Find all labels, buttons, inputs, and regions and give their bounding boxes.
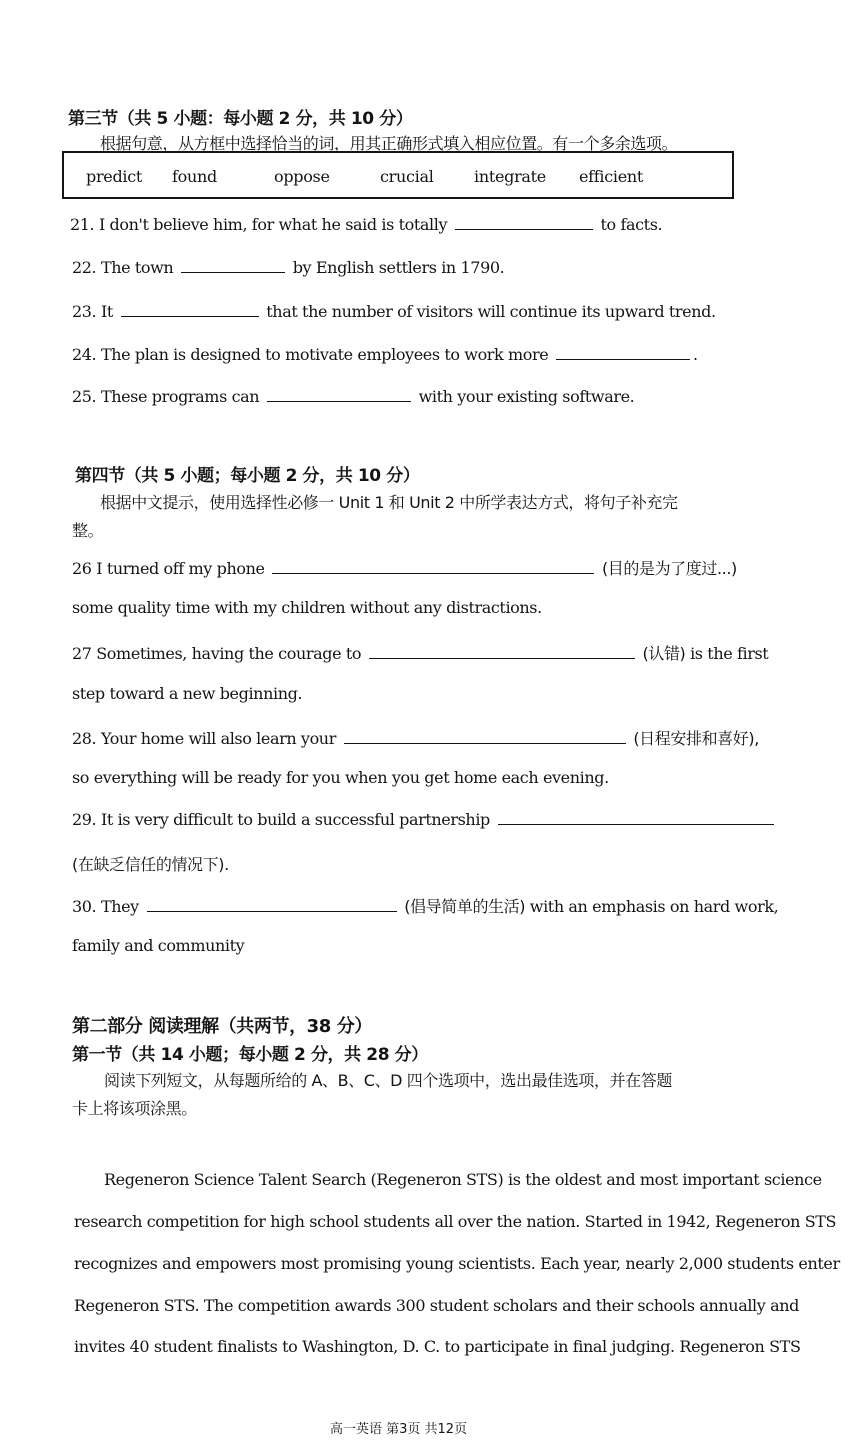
question-text: I don't believe him, for what he said is totally <box>98 215 448 234</box>
answer-blank[interactable] <box>344 729 626 744</box>
question-number: 23. <box>72 302 97 321</box>
word-option: oppose <box>274 167 330 186</box>
question-29 <box>72 810 777 829</box>
passage-line: research competition for high school students all over the nation. Started in 1942, Regeneron STS <box>74 1212 837 1231</box>
answer-blank[interactable] <box>181 258 285 273</box>
passage-line: Regeneron Science Talent Search (Regeneron STS) is the oldest and most important science <box>104 1170 822 1189</box>
answer-blank[interactable] <box>121 302 259 317</box>
chinese-hint: (倡导简单的生活) <box>404 897 526 916</box>
question-text: with an emphasis on hard work, <box>529 897 779 916</box>
section4-title: 第四节（共 5 小题；每小题 2 分，共 10 分） <box>75 466 420 486</box>
question-number: 30. <box>72 897 97 916</box>
question-number: 26 <box>72 559 92 578</box>
part2-title: 第二部分 阅读理解（共两节，38 分） <box>72 1016 372 1037</box>
question-text: is the first <box>690 644 769 663</box>
word-option: integrate <box>474 167 546 186</box>
question-text: with your existing software. <box>418 387 635 406</box>
question-number: 22. <box>72 258 97 277</box>
question-27 <box>72 641 768 664</box>
word-option: predict <box>86 167 143 186</box>
section3-title: 第三节（共 5 小题：每小题 2 分，共 10 分） <box>68 109 413 129</box>
question-30-cont: family and community <box>72 936 245 955</box>
question-number: 28. <box>72 729 97 748</box>
section3-instruction: 根据句意，从方框中选择恰当的词，用其正确形式填入相应位置。有一个多余选项。 <box>100 134 678 153</box>
word-box <box>62 151 734 199</box>
question-25 <box>72 387 634 406</box>
question-text: It is very difficult to build a successful partnership <box>100 810 490 829</box>
chinese-hint: (目的是为了度过...) <box>601 559 737 578</box>
chinese-hint: (认错) <box>642 644 686 663</box>
question-21 <box>70 215 662 234</box>
answer-blank[interactable] <box>556 345 690 360</box>
question-text: to facts. <box>600 215 663 234</box>
question-27-cont: step toward a new beginning. <box>72 684 303 703</box>
question-text: by English settlers in 1790. <box>292 258 505 277</box>
chinese-hint: (日程安排和喜好), <box>633 729 759 748</box>
question-text: These programs can <box>100 387 260 406</box>
answer-blank[interactable] <box>147 897 397 912</box>
question-24 <box>72 345 698 364</box>
question-text: . <box>693 345 698 364</box>
question-26-cont: some quality time with my children without any distractions. <box>72 598 542 617</box>
passage-line: recognizes and empowers most promising young scientists. Each year, nearly 2,000 students enter <box>74 1254 840 1273</box>
word-option: efficient <box>579 167 644 186</box>
answer-blank[interactable] <box>455 215 593 230</box>
question-text: They <box>100 897 139 916</box>
question-30 <box>72 894 778 917</box>
word-option: crucial <box>380 167 434 186</box>
answer-blank[interactable] <box>369 644 635 659</box>
question-number: 29. <box>72 810 97 829</box>
question-number: 25. <box>72 387 97 406</box>
passage-line: Regeneron STS. The competition awards 300 student scholars and their schools annually and <box>74 1296 799 1315</box>
answer-blank[interactable] <box>498 810 774 825</box>
question-text: The town <box>100 258 174 277</box>
page-footer: 高一英语 第3页 共12页 <box>330 1422 468 1437</box>
question-text: I turned off my phone <box>96 559 265 578</box>
passage-line: invites 40 student finalists to Washington, D. C. to participate in final judging. Regeneron STS <box>74 1337 801 1356</box>
question-text: The plan is designed to motivate employees to work more <box>100 345 549 364</box>
word-option: found <box>172 167 217 186</box>
question-22 <box>72 258 504 277</box>
question-text: Your home will also learn your <box>100 729 336 748</box>
part2-instruction-cont: 卡上将该项涂黑。 <box>72 1099 197 1118</box>
question-text: It <box>100 302 113 321</box>
section4-instruction-cont: 整。 <box>72 521 104 540</box>
question-number: 27 <box>72 644 92 663</box>
answer-blank[interactable] <box>272 559 594 574</box>
question-23 <box>72 302 716 321</box>
part2-section1-title: 第一节（共 14 小题；每小题 2 分，共 28 分） <box>72 1045 428 1065</box>
part2-instruction: 阅读下列短文，从每题所给的 A、B、C、D 四个选项中，选出最佳选项，并在答题 <box>104 1071 672 1090</box>
question-text: that the number of visitors will continue its upward trend. <box>266 302 716 321</box>
question-text: Sometimes, having the courage to <box>96 644 362 663</box>
question-28 <box>72 726 759 749</box>
question-26 <box>72 556 737 579</box>
question-number: 24. <box>72 345 97 364</box>
answer-blank[interactable] <box>267 387 411 402</box>
question-28-cont: so everything will be ready for you when you get home each evening. <box>72 768 609 787</box>
section4-instruction: 根据中文提示，使用选择性必修一 Unit 1 和 Unit 2 中所学表达方式，将句子补充完 <box>100 493 678 512</box>
question-29-cont: (在缺乏信任的情况下). <box>72 855 229 874</box>
question-number: 21. <box>70 215 95 234</box>
